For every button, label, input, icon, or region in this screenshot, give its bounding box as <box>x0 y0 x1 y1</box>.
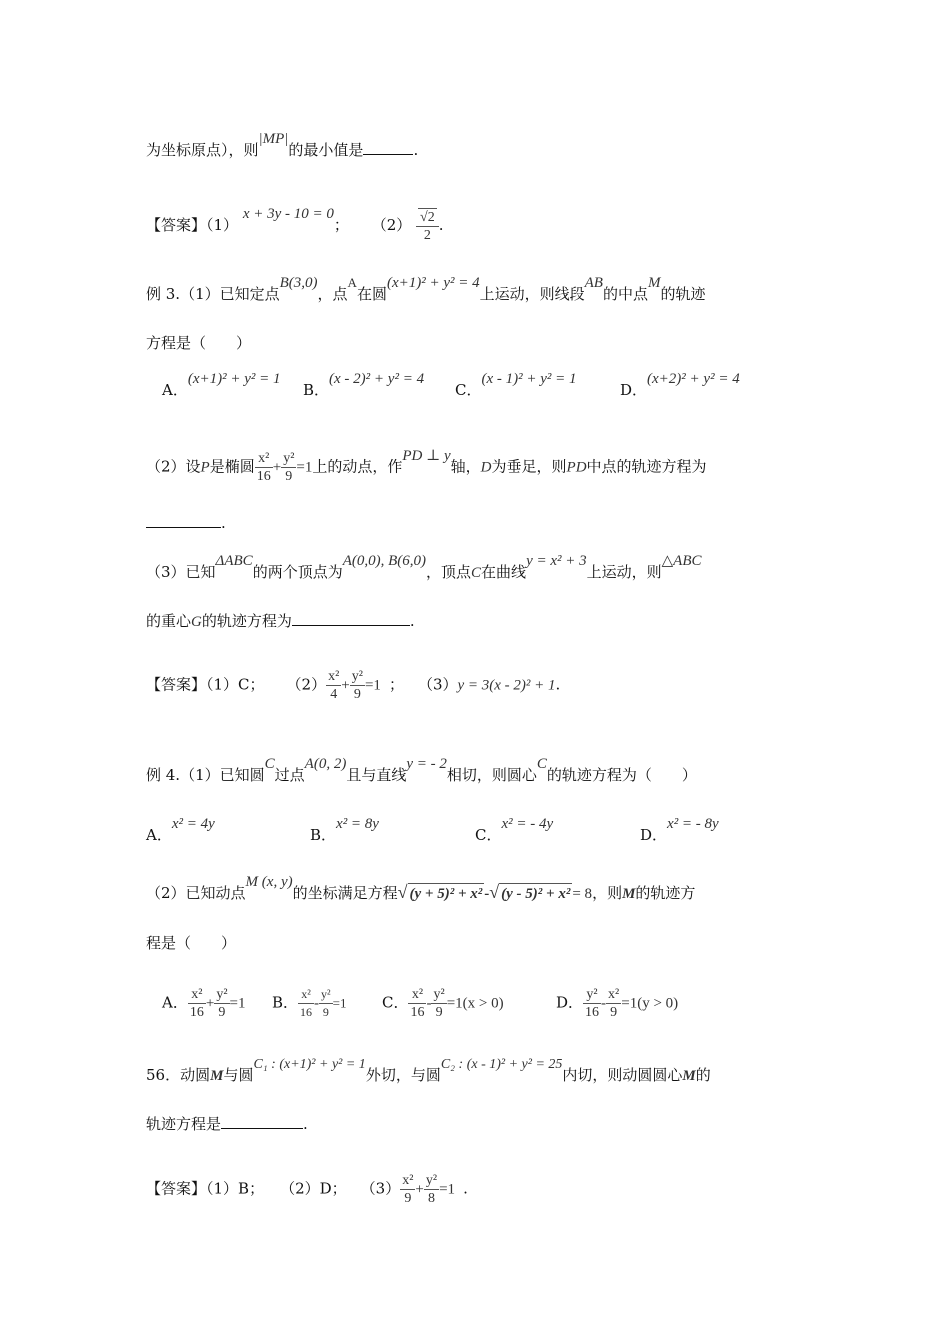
fraction <box>408 986 426 1021</box>
operator: - <box>314 995 320 1012</box>
answer-blank[interactable] <box>363 140 413 155</box>
text: 的重心 <box>146 612 192 630</box>
option-label: B． <box>272 993 299 1012</box>
fraction <box>281 450 296 485</box>
numerator: x² <box>255 450 273 468</box>
option-d[interactable] <box>640 816 719 846</box>
option-label: D． <box>640 826 668 844</box>
text: 中点的轨迹方程为 <box>586 457 707 476</box>
expr: x + 3y - 10 = 0 <box>242 206 334 222</box>
text: ； <box>388 675 404 694</box>
expr: x² = 8y <box>336 816 379 832</box>
fraction <box>431 986 446 1021</box>
text: （2）设 <box>146 457 201 476</box>
fraction <box>424 1172 439 1207</box>
option-b[interactable] <box>272 986 346 1021</box>
expr: M <box>647 275 661 291</box>
text: 外切，与圆 <box>365 1066 441 1084</box>
answer-line-4 <box>146 1172 468 1207</box>
text: . <box>555 675 561 694</box>
text: 为垂足，则 <box>491 457 567 476</box>
option-label: C． <box>475 826 502 844</box>
text: （1）B； <box>206 1179 265 1198</box>
option-d[interactable] <box>620 371 740 401</box>
example-3-part-1 <box>146 275 706 305</box>
fraction <box>400 1172 415 1207</box>
text: 的中点 <box>602 285 648 303</box>
operator: + <box>205 995 215 1012</box>
option-label: D． <box>556 993 584 1012</box>
text: 轨迹方程是 <box>146 1115 222 1133</box>
option-c[interactable] <box>475 816 554 846</box>
operator: + <box>341 677 350 694</box>
fraction <box>255 450 273 485</box>
expr: C <box>264 756 275 772</box>
text: 56．动圆 <box>146 1066 211 1084</box>
sqrt-sign-icon: √ <box>397 882 408 902</box>
denominator: 9 <box>404 1191 412 1206</box>
numerator: x² <box>298 986 314 1004</box>
expr: ΔABC <box>215 553 253 569</box>
denominator: 16 <box>300 1005 313 1019</box>
denominator: 9 <box>610 1005 618 1020</box>
text: （1） <box>206 216 239 234</box>
answer-blank[interactable] <box>292 611 410 626</box>
expr: M (x, y) <box>245 874 293 890</box>
denominator: 16 <box>410 1005 425 1020</box>
numerator: y² <box>319 986 333 1004</box>
sqrt-sign-icon: √ <box>489 882 500 902</box>
expr: (x+2)² + y² = 4 <box>647 371 740 387</box>
expr: M <box>682 1068 696 1084</box>
answer-tag: 【答案】 <box>146 675 207 694</box>
option-label: B． <box>310 826 337 844</box>
expr: PD ⊥ y <box>402 447 451 464</box>
expr: M <box>210 1068 224 1084</box>
text: （3） <box>360 1179 401 1198</box>
text: （3）已知 <box>146 563 216 581</box>
expr: x² = - 4y <box>501 816 554 832</box>
expr-mp: |MP| <box>258 131 289 147</box>
denominator: 2 <box>416 226 439 244</box>
sqrt: (y - 5)² + x² <box>499 883 572 904</box>
option-b[interactable] <box>303 371 425 401</box>
numerator: y² <box>351 669 363 684</box>
text: 的轨迹方程为 <box>201 612 292 630</box>
expr: =1 <box>296 459 313 476</box>
expr: C <box>471 565 482 581</box>
expr: =1 <box>229 995 246 1012</box>
text: 上的动点，作 <box>312 457 403 476</box>
option-label: C． <box>382 993 409 1012</box>
text: （2）D； <box>280 1179 347 1198</box>
sqrt: (y + 5)² + x² <box>408 883 485 904</box>
fraction <box>416 208 439 244</box>
option-label: B． <box>303 381 330 399</box>
fraction <box>214 986 229 1021</box>
text: 且与直线 <box>346 766 407 784</box>
line-mp-min <box>146 131 419 161</box>
operator: - <box>601 995 607 1012</box>
fraction <box>188 986 206 1021</box>
expr: B(3,0) <box>279 275 318 291</box>
text: 程是（ ） <box>146 934 237 952</box>
answer-line-3 <box>146 668 560 703</box>
answer-tag: 【答案】 <box>146 216 207 234</box>
fraction <box>319 986 333 1021</box>
operator: + <box>415 1181 424 1198</box>
fraction <box>583 986 601 1021</box>
text: （1）C； <box>206 675 265 694</box>
denominator: 4 <box>330 687 338 702</box>
option-a[interactable] <box>146 816 215 846</box>
denominator: 9 <box>285 469 293 484</box>
numerator: x² <box>408 986 426 1004</box>
option-d[interactable] <box>556 986 678 1021</box>
answer-blank[interactable] <box>221 1114 303 1129</box>
denominator: 8 <box>427 1191 435 1206</box>
numerator: x² <box>608 987 620 1002</box>
expr: (x+1)² + y² = 4 <box>386 275 480 291</box>
text: . <box>413 141 419 159</box>
expr: (x - 2)² + y² = 4 <box>329 371 425 387</box>
expr: x² = - 8y <box>667 816 719 832</box>
denominator: 9 <box>435 1005 443 1020</box>
text: 的最小值是 <box>288 141 364 159</box>
text: 的轨迹 <box>660 285 706 303</box>
expr: C₂ : (x - 1)² + y² = 25 <box>440 1057 563 1072</box>
text: . <box>438 216 444 234</box>
fraction <box>606 986 621 1021</box>
denominator: 9 <box>218 1005 226 1020</box>
example-4-part-2 <box>146 874 696 904</box>
expr: A(0,0), B(6,0) <box>342 553 427 569</box>
expr: (x+1)² + y² = 1 <box>187 371 281 387</box>
text: （2） <box>286 675 327 694</box>
text: . <box>303 1115 308 1133</box>
text: （2） <box>371 216 412 234</box>
text: . <box>409 612 415 630</box>
text: （3） <box>417 675 458 694</box>
expr: y = x² + 3 <box>526 553 587 569</box>
answer-tag: 【答案】 <box>146 1179 207 1198</box>
answer-line-1 <box>146 208 444 244</box>
text: . <box>463 1179 468 1198</box>
option-a[interactable] <box>162 986 245 1021</box>
text: 的两个顶点为 <box>252 563 343 581</box>
option-c[interactable] <box>382 986 504 1021</box>
example-4-part-1 <box>146 756 697 786</box>
text: 在曲线 <box>481 563 527 581</box>
expr: D <box>480 459 492 476</box>
text: ，则 <box>592 884 623 902</box>
fraction <box>350 668 365 703</box>
operator: - <box>484 886 490 902</box>
example-3-part-2-cont <box>146 513 226 533</box>
expr: A <box>347 275 357 290</box>
text: ； <box>333 216 349 234</box>
fraction <box>298 986 314 1021</box>
text: 上运动，则线段 <box>479 285 585 303</box>
expr: (x - 1)² + y² = 1 <box>481 371 577 387</box>
answer-blank[interactable] <box>146 513 221 528</box>
expr: =1 <box>332 995 347 1011</box>
numerator: y² <box>216 987 228 1002</box>
operator: + <box>272 459 282 476</box>
denominator: 16 <box>256 469 271 484</box>
text: 过点 <box>274 766 305 784</box>
text: （2）已知动点 <box>146 884 246 902</box>
text: 为坐标原点），则 <box>146 141 259 159</box>
expr: C <box>536 756 547 772</box>
text: ，点 <box>317 285 348 303</box>
option-label: A． <box>146 826 172 844</box>
option-b[interactable] <box>310 816 379 846</box>
numerator: x² <box>402 1173 414 1188</box>
denominator: 9 <box>322 1005 329 1019</box>
numerator: y² <box>425 1173 438 1188</box>
expr: y = - 2 <box>406 756 447 772</box>
text: 方程是（ ） <box>146 334 252 352</box>
option-label: C． <box>455 381 482 399</box>
example-4-part-2-cont <box>146 933 236 953</box>
numerator: y² <box>283 451 295 466</box>
expr: G <box>191 614 202 630</box>
expr: =1(y > 0) <box>621 995 679 1012</box>
expr: = 8 <box>572 886 593 902</box>
fraction <box>326 668 341 703</box>
text: 的坐标满足方程 <box>292 884 398 902</box>
numerator: y² <box>583 986 601 1004</box>
text: 在圆 <box>356 285 387 303</box>
expr: P <box>200 459 210 476</box>
expr: A(0, 2) <box>304 756 347 772</box>
option-label: D． <box>620 381 648 399</box>
expr: =1 <box>439 1181 456 1198</box>
numerator: y² <box>433 987 445 1002</box>
text: 轴， <box>450 457 481 476</box>
expr: PD <box>566 459 587 476</box>
text: 上运动，则 <box>586 563 662 581</box>
numerator: x² <box>328 669 340 684</box>
example-3-part-3 <box>146 553 702 583</box>
option-label: A． <box>162 993 188 1012</box>
denominator: 16 <box>585 1005 600 1020</box>
text: . <box>221 514 226 532</box>
example-3-part-2 <box>146 447 707 485</box>
problem-56-cont <box>146 1114 308 1134</box>
option-c[interactable] <box>455 371 577 401</box>
expr: =1 <box>364 677 381 694</box>
text: 与圆 <box>223 1066 254 1084</box>
example-3-part-1-cont <box>146 333 251 353</box>
text: 的 <box>695 1066 711 1084</box>
text: 相切，则圆心 <box>446 766 537 784</box>
expr: =1(x > 0) <box>446 995 504 1012</box>
expr: M <box>622 886 636 902</box>
expr: y = 3(x - 2)² + 1 <box>457 677 556 694</box>
text: 例 3.（1）已知定点 <box>146 285 280 303</box>
problem-56 <box>146 1057 711 1087</box>
numerator: x² <box>188 986 206 1004</box>
text: 内切，则动圆圆心 <box>562 1066 683 1084</box>
expr: C₁ : (x+1)² + y² = 1 <box>253 1057 366 1072</box>
expr: △ABC <box>661 553 702 569</box>
operator: - <box>426 995 432 1012</box>
text: 的轨迹方 <box>635 884 696 902</box>
denominator: 9 <box>353 687 361 702</box>
text: 例 4.（1）已知圆 <box>146 766 265 784</box>
option-a[interactable] <box>162 371 281 401</box>
example-3-part-3-cont <box>146 611 415 632</box>
text: 是椭圆 <box>209 457 255 476</box>
expr: AB <box>584 275 603 291</box>
text: ，顶点 <box>426 563 472 581</box>
expr: x² = 4y <box>171 816 215 832</box>
denominator: 16 <box>189 1005 204 1020</box>
text: 的轨迹方程为（ ） <box>546 766 697 784</box>
sqrt: √2 <box>420 210 435 225</box>
option-label: A． <box>162 381 188 399</box>
